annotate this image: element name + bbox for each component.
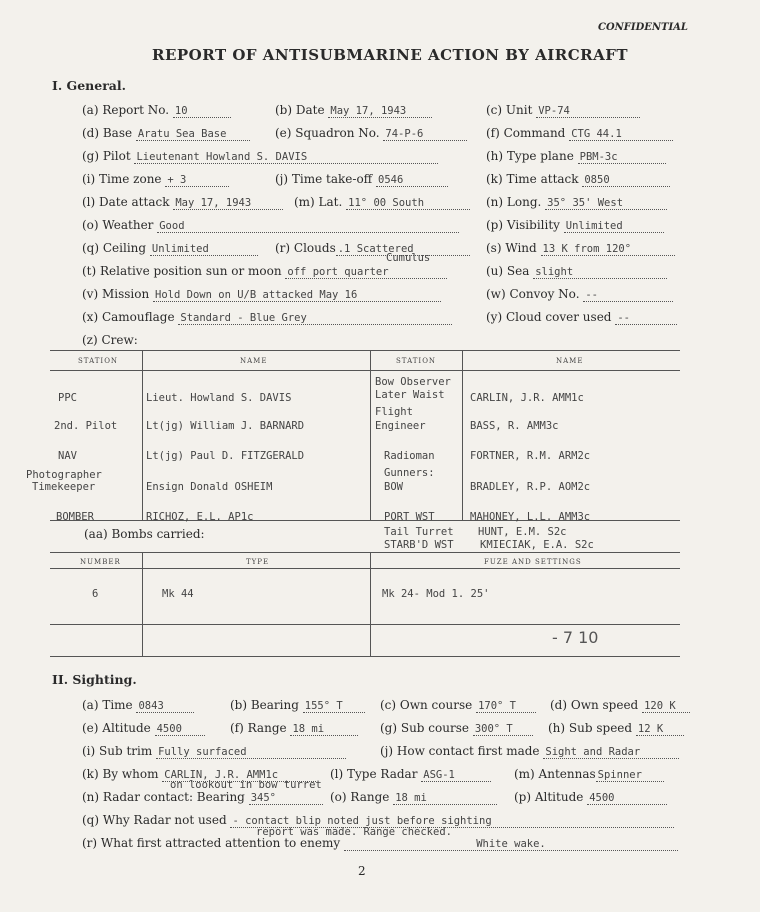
section-sighting-heading: II. Sighting. xyxy=(52,672,137,687)
crew-header-station-left: STATION xyxy=(78,357,119,365)
crew-table-divider-3 xyxy=(462,350,463,520)
range-label: (f) Range xyxy=(230,721,287,735)
type-plane-field xyxy=(486,149,666,164)
own-course-field xyxy=(380,698,536,713)
why-not-radar-label: (q) Why Radar not used xyxy=(82,813,227,827)
sub-speed-value: 12 K xyxy=(636,723,684,736)
crew-name: FORTNER, R.M. ARM2c xyxy=(470,450,591,462)
bearing-field xyxy=(230,698,365,713)
crew-table-header-rule xyxy=(50,370,680,371)
time-takeoff-field xyxy=(275,172,448,187)
visibility-field xyxy=(486,218,664,233)
sighting-time-label: (a) Time xyxy=(82,698,133,712)
date-label: (b) Date xyxy=(275,103,325,117)
bombs-table-divider-1 xyxy=(142,552,143,656)
mission-value: Hold Down on U/B attacked May 16 xyxy=(153,289,441,302)
crew-station: Flight xyxy=(375,406,413,418)
altitude-field xyxy=(82,721,205,736)
sub-trim-label: (i) Sub trim xyxy=(82,744,153,758)
sub-trim-field xyxy=(82,744,346,759)
type-plane-value: PBM-3c xyxy=(578,151,666,164)
crew-extra-name: HUNT, E.M. S2c xyxy=(478,526,567,538)
crew-station: Radioman xyxy=(384,450,435,462)
crew-name: Lieut. Howland S. DAVIS xyxy=(146,392,292,404)
type-plane-label: (h) Type plane xyxy=(486,149,574,163)
cloud-cover-field xyxy=(486,310,677,325)
time-zone-value: + 3 xyxy=(165,174,229,187)
weather-label: (o) Weather xyxy=(82,218,154,232)
crew-station: NAV xyxy=(58,450,77,462)
sea-field xyxy=(486,264,667,279)
why-not-radar-value-2: report was made. Range checked. xyxy=(256,826,452,838)
contact-how-label: (j) How contact first made xyxy=(380,744,540,758)
time-takeoff-label: (j) Time take-off xyxy=(275,172,373,186)
crew-name: Lt(jg) Paul D. FITZGERALD xyxy=(146,450,305,462)
by-whom-value: CARLIN, J.R. AMM1c xyxy=(162,769,316,782)
own-course-value: 170° T xyxy=(476,700,536,713)
altitude-label: (e) Altitude xyxy=(82,721,151,735)
crew-station-line-2: BOW xyxy=(384,481,403,493)
radar-altitude-value: 4500 xyxy=(587,792,667,805)
bombs-header-type: TYPE xyxy=(246,558,270,566)
bombs-table-bottom-rule xyxy=(50,656,680,657)
crew-table-divider-1 xyxy=(142,350,143,520)
crew-station: 2nd. Pilot xyxy=(54,420,118,432)
squadron-value: 74-P-6 xyxy=(383,128,467,141)
command-label: (f) Command xyxy=(486,126,566,140)
pilot-label: (g) Pilot xyxy=(82,149,131,163)
sea-value: slight xyxy=(533,266,667,279)
mission-label: (v) Mission xyxy=(82,287,150,301)
crew-extra-name: KMIECIAK, E.A. S2c xyxy=(480,539,594,551)
command-field xyxy=(486,126,673,141)
long-field xyxy=(486,195,667,210)
bombs-fuze-value: Mk 24- Mod 1. 25' xyxy=(382,588,490,600)
clouds-value: .1 Scattered xyxy=(336,243,470,256)
crew-name: BRADLEY, R.P. AOM2c xyxy=(470,481,591,493)
lat-label: (m) Lat. xyxy=(294,195,343,209)
lat-value: 11° 00 South xyxy=(346,197,470,210)
ceiling-field xyxy=(82,241,258,256)
crew-name: RICHOZ, E.L. AP1c xyxy=(146,511,254,523)
date-attack-value: May 17, 1943 xyxy=(173,197,283,210)
base-field xyxy=(82,126,250,141)
visibility-value: Unlimited xyxy=(564,220,664,233)
ceiling-label: (q) Ceiling xyxy=(82,241,147,255)
sun-moon-value: off port quarter xyxy=(285,266,447,279)
long-value: 35° 35' West xyxy=(545,197,667,210)
date-attack-label: (l) Date attack xyxy=(82,195,170,209)
antennas-value: Spinner xyxy=(596,769,664,782)
cloud-cover-label: (y) Cloud cover used xyxy=(486,310,612,324)
pilot-field xyxy=(82,149,438,164)
contact-how-value: Sight and Radar xyxy=(543,746,679,759)
radar-range-value: 18 mi xyxy=(393,792,497,805)
first-attracted-field xyxy=(82,836,678,851)
long-label: (n) Long. xyxy=(486,195,542,209)
sub-speed-label: (h) Sub speed xyxy=(548,721,633,735)
squadron-label: (e) Squadron No. xyxy=(275,126,380,140)
bombs-number-value: 6 xyxy=(92,588,99,600)
mission-field xyxy=(82,287,441,302)
first-attracted-label: (r) What first attracted attention to enemy xyxy=(82,836,341,850)
crew-station: PORT WST xyxy=(384,511,435,523)
visibility-label: (p) Visibility xyxy=(486,218,560,232)
radar-range-field xyxy=(330,790,497,805)
date-value: May 17, 1943 xyxy=(328,105,432,118)
crew-header-name-left: NAME xyxy=(240,357,268,365)
own-speed-field xyxy=(550,698,690,713)
weather-field xyxy=(82,218,459,233)
altitude-value: 4500 xyxy=(155,723,205,736)
bombs-table-header-rule xyxy=(50,568,680,569)
wind-value: 13 K from 120° xyxy=(541,243,675,256)
sun-moon-field xyxy=(82,264,447,279)
unit-value: VP-74 xyxy=(536,105,640,118)
own-speed-label: (d) Own speed xyxy=(550,698,639,712)
sub-trim-value: Fully surfaced xyxy=(156,746,346,759)
crew-table-divider-2 xyxy=(370,350,371,520)
unit-label: (c) Unit xyxy=(486,103,533,117)
crew-header-name-right: NAME xyxy=(556,357,584,365)
clouds-label: (r) Clouds xyxy=(275,241,336,255)
crew-station-line-2: Engineer xyxy=(375,420,426,432)
crew-station: Bow Observer xyxy=(375,376,451,388)
pilot-value: Lieutenant Howland S. DAVIS xyxy=(134,151,438,164)
type-radar-label: (l) Type Radar xyxy=(330,767,418,781)
camouflage-field xyxy=(82,310,452,325)
radar-bearing-value: 345° xyxy=(249,792,323,805)
command-value: CTG 44.1 xyxy=(569,128,673,141)
sun-moon-label: (t) Relative position sun or moon xyxy=(82,264,282,278)
crew-name: Ensign Donald OSHEIM xyxy=(146,481,273,493)
sighting-time-field xyxy=(82,698,194,713)
report-no-value: 10 xyxy=(173,105,231,118)
crew-station-line-2: Timekeeper xyxy=(32,481,96,493)
type-radar-value: ASG-1 xyxy=(421,769,491,782)
crew-station-line-2: Later Waist xyxy=(375,389,445,401)
crew-name: MAHONEY, L.L. AMM3c xyxy=(470,511,591,523)
radar-range-label: (o) Range xyxy=(330,790,390,804)
crew-extra-station: STARB'D WST xyxy=(384,539,454,551)
first-attracted-value: White wake. xyxy=(344,838,678,851)
why-not-radar-value: - contact blip noted just before sighting xyxy=(230,815,674,828)
clouds-field xyxy=(275,241,470,256)
bombs-table-divider-2 xyxy=(370,552,371,656)
page-number: 2 xyxy=(358,864,366,878)
bearing-label: (b) Bearing xyxy=(230,698,299,712)
cloud-cover-value: -- xyxy=(615,312,677,325)
by-whom-value-2: on lookout in bow turret xyxy=(170,779,322,791)
lat-field xyxy=(294,195,470,210)
radar-bearing-label: (n) Radar contact: Bearing xyxy=(82,790,245,804)
camouflage-value: Standard - Blue Grey xyxy=(178,312,452,325)
wind-field xyxy=(486,241,675,256)
crew-station: BOMBER xyxy=(56,511,94,523)
time-attack-label: (k) Time attack xyxy=(486,172,579,186)
sighting-time-value: 0843 xyxy=(136,700,194,713)
time-zone-label: (i) Time zone xyxy=(82,172,162,186)
report-no-label: (a) Report No. xyxy=(82,103,170,117)
date-field xyxy=(275,103,432,118)
sea-label: (u) Sea xyxy=(486,264,530,278)
date-attack-field xyxy=(82,195,283,210)
type-radar-field xyxy=(330,767,491,782)
handwritten-note: - 7 10 xyxy=(552,628,599,647)
crew-name: Lt(jg) William J. BARNARD xyxy=(146,420,305,432)
sub-course-value: 300° T xyxy=(473,723,533,736)
base-label: (d) Base xyxy=(82,126,133,140)
page-title: REPORT OF ANTISUBMARINE ACTION BY AIRCRAFT xyxy=(152,46,629,64)
crew-name: BASS, R. AMM3c xyxy=(470,420,559,432)
by-whom-label: (k) By whom xyxy=(82,767,159,781)
report-no-field xyxy=(82,103,231,118)
radar-altitude-label: (p) Altitude xyxy=(514,790,584,804)
bombs-header-fuze: FUZE AND SETTINGS xyxy=(484,558,582,566)
bombs-type-value: Mk 44 xyxy=(162,588,194,600)
bombs-table-top-rule xyxy=(50,552,680,553)
crew-header-station-right: STATION xyxy=(396,357,437,365)
bombs-header-number: NUMBER xyxy=(80,558,121,566)
crew-name: CARLIN, J.R. AMM1c xyxy=(470,392,584,404)
bombs-table-row-rule xyxy=(50,624,680,625)
section-general-heading: I. General. xyxy=(52,78,127,93)
convoy-value: -- xyxy=(583,289,673,302)
crew-station: PPC xyxy=(58,392,77,404)
range-field xyxy=(230,721,358,736)
radar-bearing-field xyxy=(82,790,323,805)
crew-label: (z) Crew: xyxy=(82,333,138,347)
range-value: 18 mi xyxy=(290,723,358,736)
contact-how-field xyxy=(380,744,679,759)
radar-altitude-field xyxy=(514,790,667,805)
camouflage-label: (x) Camouflage xyxy=(82,310,175,324)
crew-station: Photographer xyxy=(26,469,102,481)
own-speed-value: 120 K xyxy=(642,700,690,713)
convoy-field xyxy=(486,287,673,302)
clouds-value-2: Cumulus xyxy=(386,252,431,264)
ceiling-value: Unlimited xyxy=(150,243,258,256)
time-attack-field xyxy=(486,172,670,187)
sub-course-label: (g) Sub course xyxy=(380,721,469,735)
bearing-value: 155° T xyxy=(303,700,365,713)
bombs-label: (aa) Bombs carried: xyxy=(84,527,205,541)
wind-label: (s) Wind xyxy=(486,241,537,255)
base-value: Aratu Sea Base xyxy=(136,128,250,141)
time-attack-value: 0850 xyxy=(582,174,670,187)
sub-speed-field xyxy=(548,721,684,736)
own-course-label: (c) Own course xyxy=(380,698,473,712)
squadron-field xyxy=(275,126,467,141)
crew-table-top-rule xyxy=(50,350,680,351)
confidential-mark: CONFIDENTIAL xyxy=(598,22,688,33)
antennas-field xyxy=(514,767,664,782)
crew-extra-station: Tail Turret xyxy=(384,526,454,538)
time-zone-field xyxy=(82,172,229,187)
antennas-label: (m) Antennas xyxy=(514,767,596,781)
sub-course-field xyxy=(380,721,533,736)
convoy-label: (w) Convoy No. xyxy=(486,287,580,301)
time-takeoff-value: 0546 xyxy=(376,174,448,187)
weather-value: Good xyxy=(157,220,459,233)
crew-station: Gunners: xyxy=(384,467,435,479)
unit-field xyxy=(486,103,640,118)
